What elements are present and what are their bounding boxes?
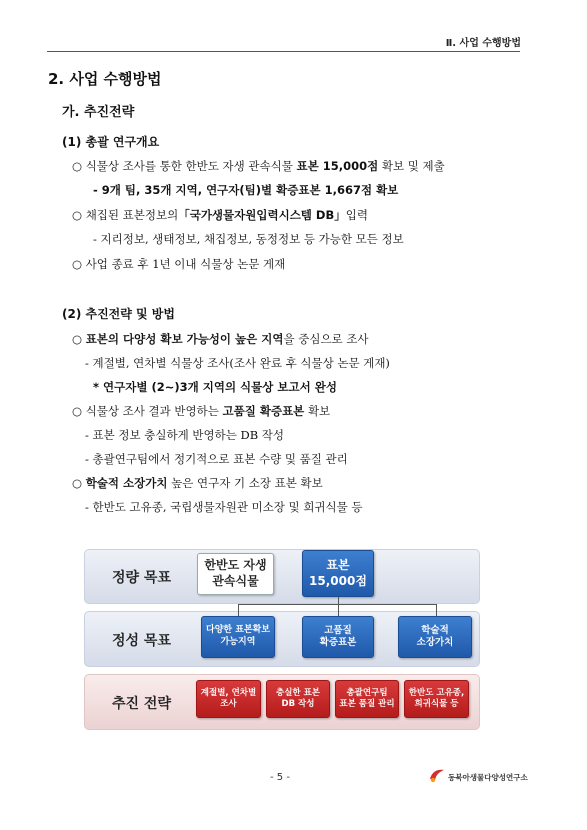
- sec1-line3-text: ○ 채집된 표본정보의: [72, 208, 179, 222]
- sec2-line5: - 표본 정보 충실하게 반영하는 DB 작성: [85, 428, 285, 442]
- sec2-line4: [72, 403, 330, 419]
- running-header: Ⅱ. 사업 수행방법: [445, 38, 521, 49]
- sec2-line1-text: ○: [72, 332, 86, 346]
- sec1-line1: [72, 158, 445, 174]
- sec2-line7-end: 높은 연구자 기 소장 표본 확보: [167, 476, 323, 490]
- sec2-line8: - 한반도 고유종, 국립생물자원관 미소장 및 희귀식물 등: [85, 500, 363, 514]
- sec2-line6: - 총괄연구팀에서 정기적으로 표본 수량 및 품질 관리: [85, 452, 348, 466]
- connector-bar: [238, 604, 436, 605]
- sec1-line3: [72, 207, 368, 223]
- endemic-species-box: 한반도 고유종, 희귀식물 등: [404, 680, 469, 718]
- sec1-line3-bold: 「국가생물자원입력시스템 DB」: [178, 208, 346, 222]
- sec2-line2: - 계절별, 연차별 식물상 조사(조사 완료 후 식물상 논문 게재): [85, 356, 390, 370]
- db-creation-box: 충실한 표본 DB 작성: [266, 680, 330, 718]
- sec2-line1-end: 을 중심으로 조사: [283, 332, 369, 346]
- sec2-line4-end: 확보: [304, 404, 331, 418]
- connector-right: [436, 604, 437, 616]
- org-logo-icon: [428, 767, 446, 787]
- sec1-line1-end: 확보 및 제출: [378, 159, 445, 173]
- sec1-title: (1) 총괄 연구개요: [62, 135, 160, 149]
- sec1-line1-bold: 표본 15,000점: [296, 159, 379, 173]
- connector-stem: [338, 597, 339, 604]
- org-name: 동북아생물다양성연구소: [448, 773, 528, 782]
- connector-mid: [338, 604, 339, 616]
- strategy-label: 추진 전략: [112, 696, 171, 712]
- sec2-line7: [72, 475, 323, 491]
- page-number: - 5 -: [270, 772, 290, 783]
- quantitative-label: 정량 목표: [112, 570, 171, 586]
- sec2-line7-bold: 학술적 소장가치: [85, 476, 168, 490]
- sec2-line7-text: ○: [72, 476, 86, 490]
- academic-value-box: 학술적 소장가치: [398, 616, 472, 658]
- sec2-line4-text: ○ 식물상 조사 결과 반영하는: [72, 404, 223, 418]
- sec2-line1-bold: 표본의 다양성 확보 가능성이 높은 지역: [85, 332, 284, 346]
- section-heading: 2. 사업 수행방법: [48, 70, 162, 88]
- seasonal-survey-box: 계절별, 연차별 조사: [196, 680, 261, 718]
- connector-left: [238, 604, 239, 616]
- sec1-line5: ○ 사업 종료 후 1년 이내 식물상 논문 게재: [72, 257, 286, 271]
- high-quality-box: 고품질 확증표본: [302, 616, 374, 658]
- sec2-line1: [72, 331, 369, 347]
- sec1-line4: - 지리정보, 생태정보, 채집정보, 동정정보 등 가능한 모든 정보: [93, 232, 404, 246]
- qualitative-label: 정성 목표: [112, 633, 171, 649]
- sec2-line4-bold: 고품질 확증표본: [222, 404, 305, 418]
- sec2-title: (2) 추진전략 및 방법: [62, 307, 175, 321]
- sec2-line3: * 연구자별 (2~)3개 지역의 식물상 보고서 완성: [93, 380, 337, 394]
- sec1-line1-text: ○ 식물상 조사를 통한 한반도 자생 관속식물: [72, 159, 297, 173]
- native-plants-box: 한반도 자생 관속식물: [197, 553, 274, 595]
- sec1-line2: - 9개 팀, 35개 지역, 연구자(팀)별 확증표본 1,667점 확보: [93, 183, 399, 197]
- header-rule: [47, 51, 520, 52]
- sec1-line3-end: 입력: [345, 208, 368, 222]
- quality-management-box: 총괄연구팀 표본 품질 관리: [335, 680, 399, 718]
- specimen-target-box: 표본 15,000점: [302, 550, 374, 597]
- subsection-heading: 가. 추진전략: [62, 105, 135, 120]
- diversity-region-box: 다양한 표본확보 가능지역: [201, 616, 275, 658]
